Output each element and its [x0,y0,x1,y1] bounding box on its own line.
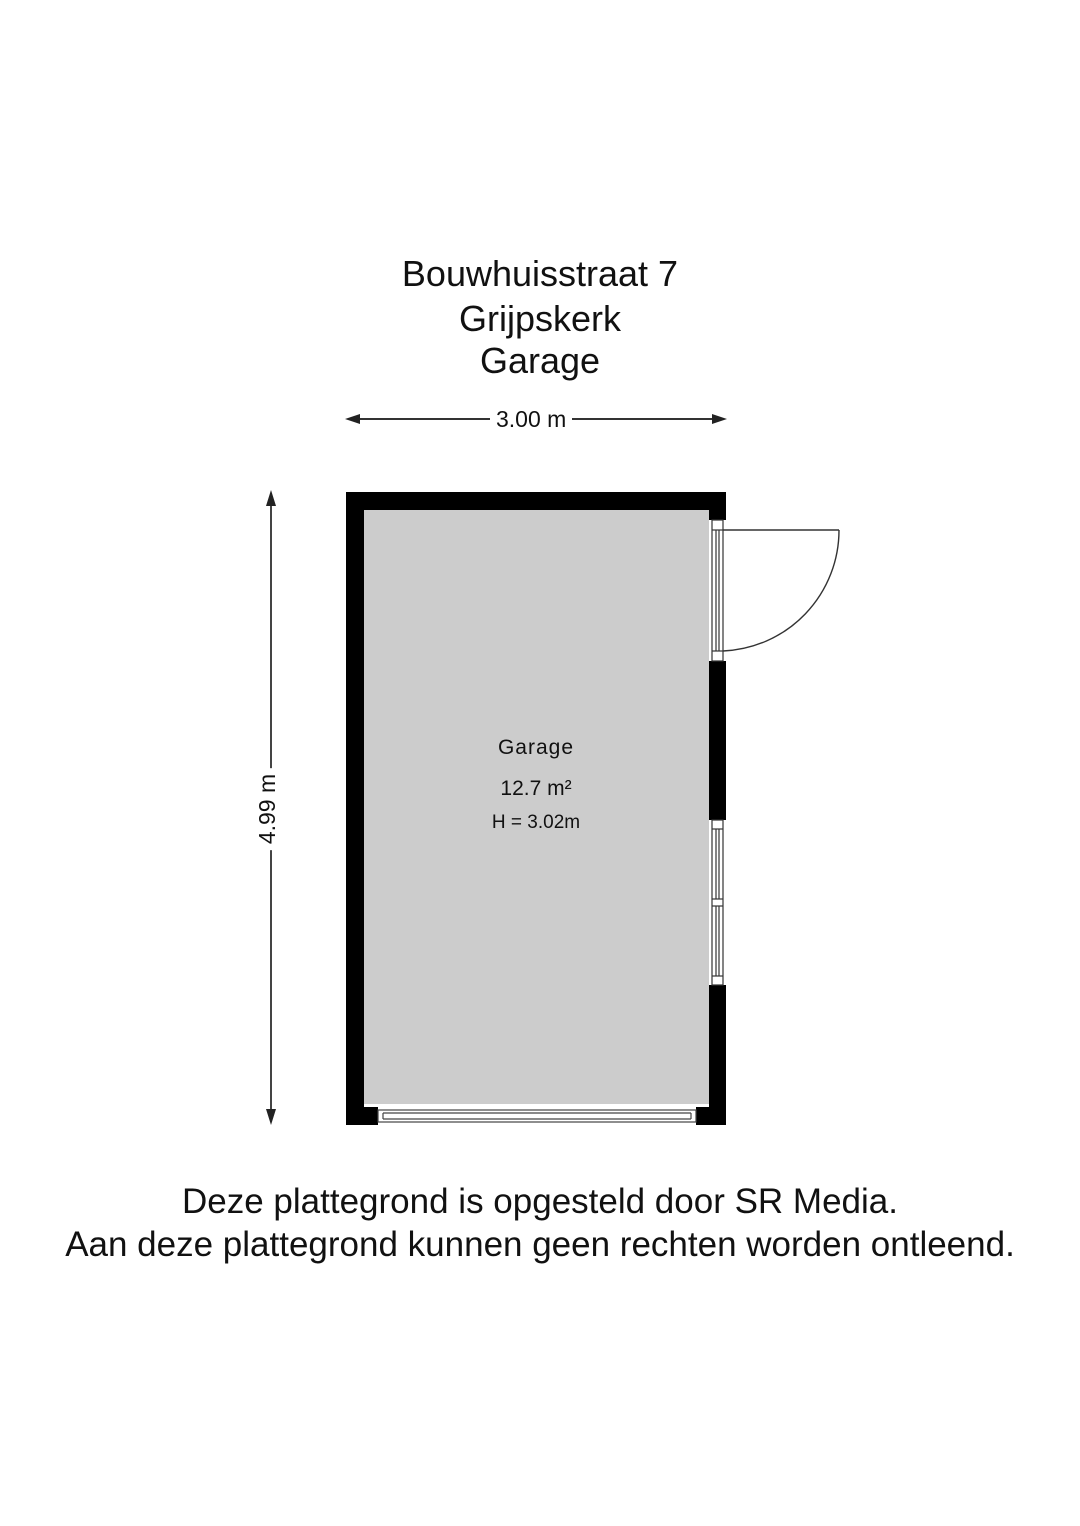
window-right [712,820,723,985]
garage-door [378,1110,696,1122]
floor-title: Garage [479,340,601,381]
depth-dimension-label: 4.99 m [254,768,280,850]
door [712,520,839,661]
disclaimer-line-2: Aan deze plattegrond kunnen geen rechten worden ontleend. [65,1225,1015,1264]
room-area: 12.7 m² [500,777,572,800]
garage-floor [364,510,709,1107]
city-title: Grijpskerk [458,298,622,339]
width-dimension-label: 3.00 m [490,406,572,432]
room-name: Garage [497,736,575,759]
room-height: H = 3.02m [491,812,581,833]
address-title: Bouwhuisstraat 7 [401,253,679,294]
disclaimer-line-1: Deze plattegrond is opgesteld door SR Media. [182,1182,898,1221]
